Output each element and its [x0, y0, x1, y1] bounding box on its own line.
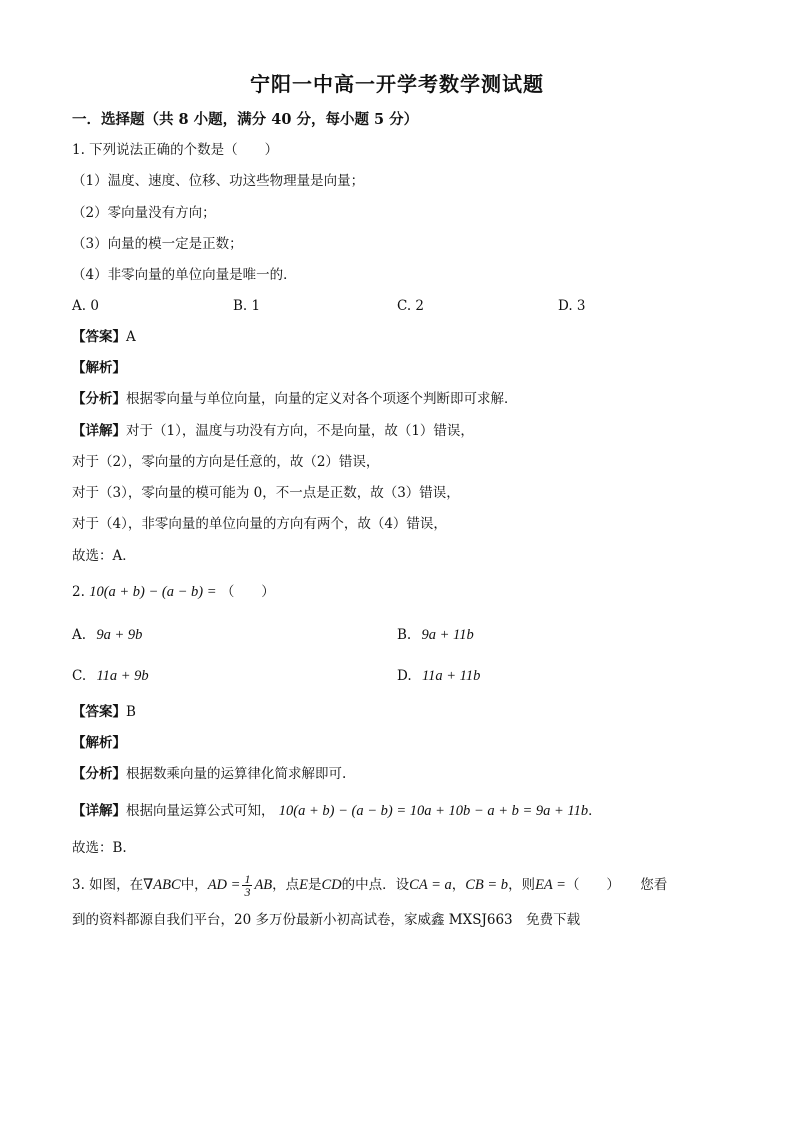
- q2-option-c: [72, 667, 149, 685]
- q2-expression: 10(a + b) − (a − b) =: [89, 584, 217, 600]
- fenxi-label: 【分析】: [72, 391, 126, 407]
- q1-statement-3: （3）向量的模一定是正数；: [72, 236, 243, 252]
- q1-statement-1: （1）温度、速度、位移、功这些物理量是向量；: [72, 173, 365, 189]
- q2-analysis-label: 【解析】: [72, 735, 126, 751]
- q1-statement-2: （2）零向量没有方向；: [72, 205, 216, 221]
- section-heading: 一．选择题（共 8 小题，满分 40 分，每小题 5 分）: [72, 111, 419, 128]
- detail-math: 10(a + b) − (a − b) = 10a + 10b − a + b = 9a + 11b: [278, 803, 589, 819]
- option-math: 9a + 9b: [96, 627, 143, 643]
- q1-choose: 故选：A．: [72, 548, 136, 564]
- q3-ad-line: 到的资料都源自我们平台，20 多万份最新小初高试卷，家威鑫 MXSJ663 免费下载: [72, 912, 581, 928]
- q2-answer: [72, 703, 136, 721]
- q3-cd: CD: [321, 877, 342, 893]
- q1-option-a: A. 0: [72, 298, 99, 314]
- q1-detail-4: 对于（4），非零向量的单位向量的方向有两个，故（4）错误，: [72, 516, 447, 532]
- q2-choose: 故选：B.: [72, 840, 127, 856]
- q3-text: ，则: [508, 877, 536, 893]
- q3-text: ，: [451, 877, 466, 893]
- q1-answer: [72, 328, 136, 346]
- q3-ad: AD =: [207, 877, 241, 893]
- q3-paren: （ ）: [565, 877, 620, 893]
- q1-option-d: D. 3: [558, 298, 586, 314]
- q1-analysis-label: 【解析】: [72, 360, 126, 376]
- page-title: 宁阳一中高一开学考数学测试题: [250, 72, 544, 96]
- q1-detail-3: 对于（3），零向量的模可能为 0，不一点是正数，故（3）错误，: [72, 485, 460, 501]
- q1-detail-2: 对于（2），零向量的方向是任意的，故（2）错误，: [72, 454, 380, 470]
- q2-option-a: [72, 626, 142, 644]
- q2-fenxi: [72, 765, 346, 783]
- q1-fenxi: [72, 390, 518, 408]
- q3-point-e: E: [299, 877, 309, 893]
- answer-label: 【答案】: [72, 704, 126, 720]
- option-label: A.: [72, 627, 87, 643]
- detail-label: 【详解】: [72, 423, 126, 439]
- q3-fraction: [242, 873, 252, 898]
- option-label: C.: [72, 668, 87, 684]
- q2-detail: [72, 802, 602, 820]
- q3-ad-text: 您看: [640, 877, 668, 893]
- option-math: 9a + 11b: [421, 627, 474, 643]
- detail-label: 【详解】: [72, 803, 126, 819]
- detail-end: ．: [588, 803, 602, 819]
- q3-ca: CA = a: [409, 877, 452, 893]
- q3-cb: CB = b: [465, 877, 509, 893]
- q3-text: 中，: [180, 877, 208, 893]
- q3-prefix: 3. 如图，在: [72, 877, 144, 893]
- q3-text: 的中点．设: [341, 877, 410, 893]
- q2-paren: （ ）: [220, 584, 275, 600]
- q1-statement-4: （4）非零向量的单位向量是唯一的．: [72, 267, 297, 283]
- option-label: B.: [397, 627, 412, 643]
- detail-text: 根据向量运算公式可知，: [126, 803, 275, 819]
- q1-stem: 1. 下列说法正确的个数是（ ）: [72, 142, 279, 158]
- q1-detail-1: [72, 422, 474, 440]
- answer-label: 【答案】: [72, 329, 126, 345]
- answer-value: A: [126, 329, 136, 345]
- q2-stem: [72, 583, 275, 601]
- fenxi-text: 根据零向量与单位向量，向量的定义对各个项逐个判断即可求解．: [126, 391, 518, 407]
- fraction-numerator: 1: [244, 872, 251, 886]
- fenxi-label: 【分析】: [72, 766, 126, 782]
- q3-text: ，点: [272, 877, 300, 893]
- fenxi-text: 根据数乘向量的运算律化简求解即可.: [126, 766, 347, 782]
- q3-ab: AB: [254, 877, 273, 893]
- q1-option-b: B. 1: [233, 298, 261, 314]
- q3-stem: [72, 873, 667, 898]
- q1-option-c: C. 2: [397, 298, 425, 314]
- q2-option-d: [397, 667, 480, 685]
- option-math: 11a + 9b: [96, 668, 149, 684]
- fraction-denominator: 3: [244, 885, 251, 899]
- option-math: 11a + 11b: [421, 668, 481, 684]
- q2-option-b: [397, 626, 474, 644]
- q3-text: 是: [308, 877, 322, 893]
- q3-triangle: ∇ABC: [143, 877, 181, 893]
- detail-text: 对于（1），温度与功没有方向，不是向量，故（1）错误，: [126, 423, 474, 439]
- option-label: D.: [397, 668, 412, 684]
- q2-number: 2.: [72, 584, 85, 600]
- q3-ea: EA =: [535, 877, 566, 893]
- answer-value: B: [126, 704, 136, 720]
